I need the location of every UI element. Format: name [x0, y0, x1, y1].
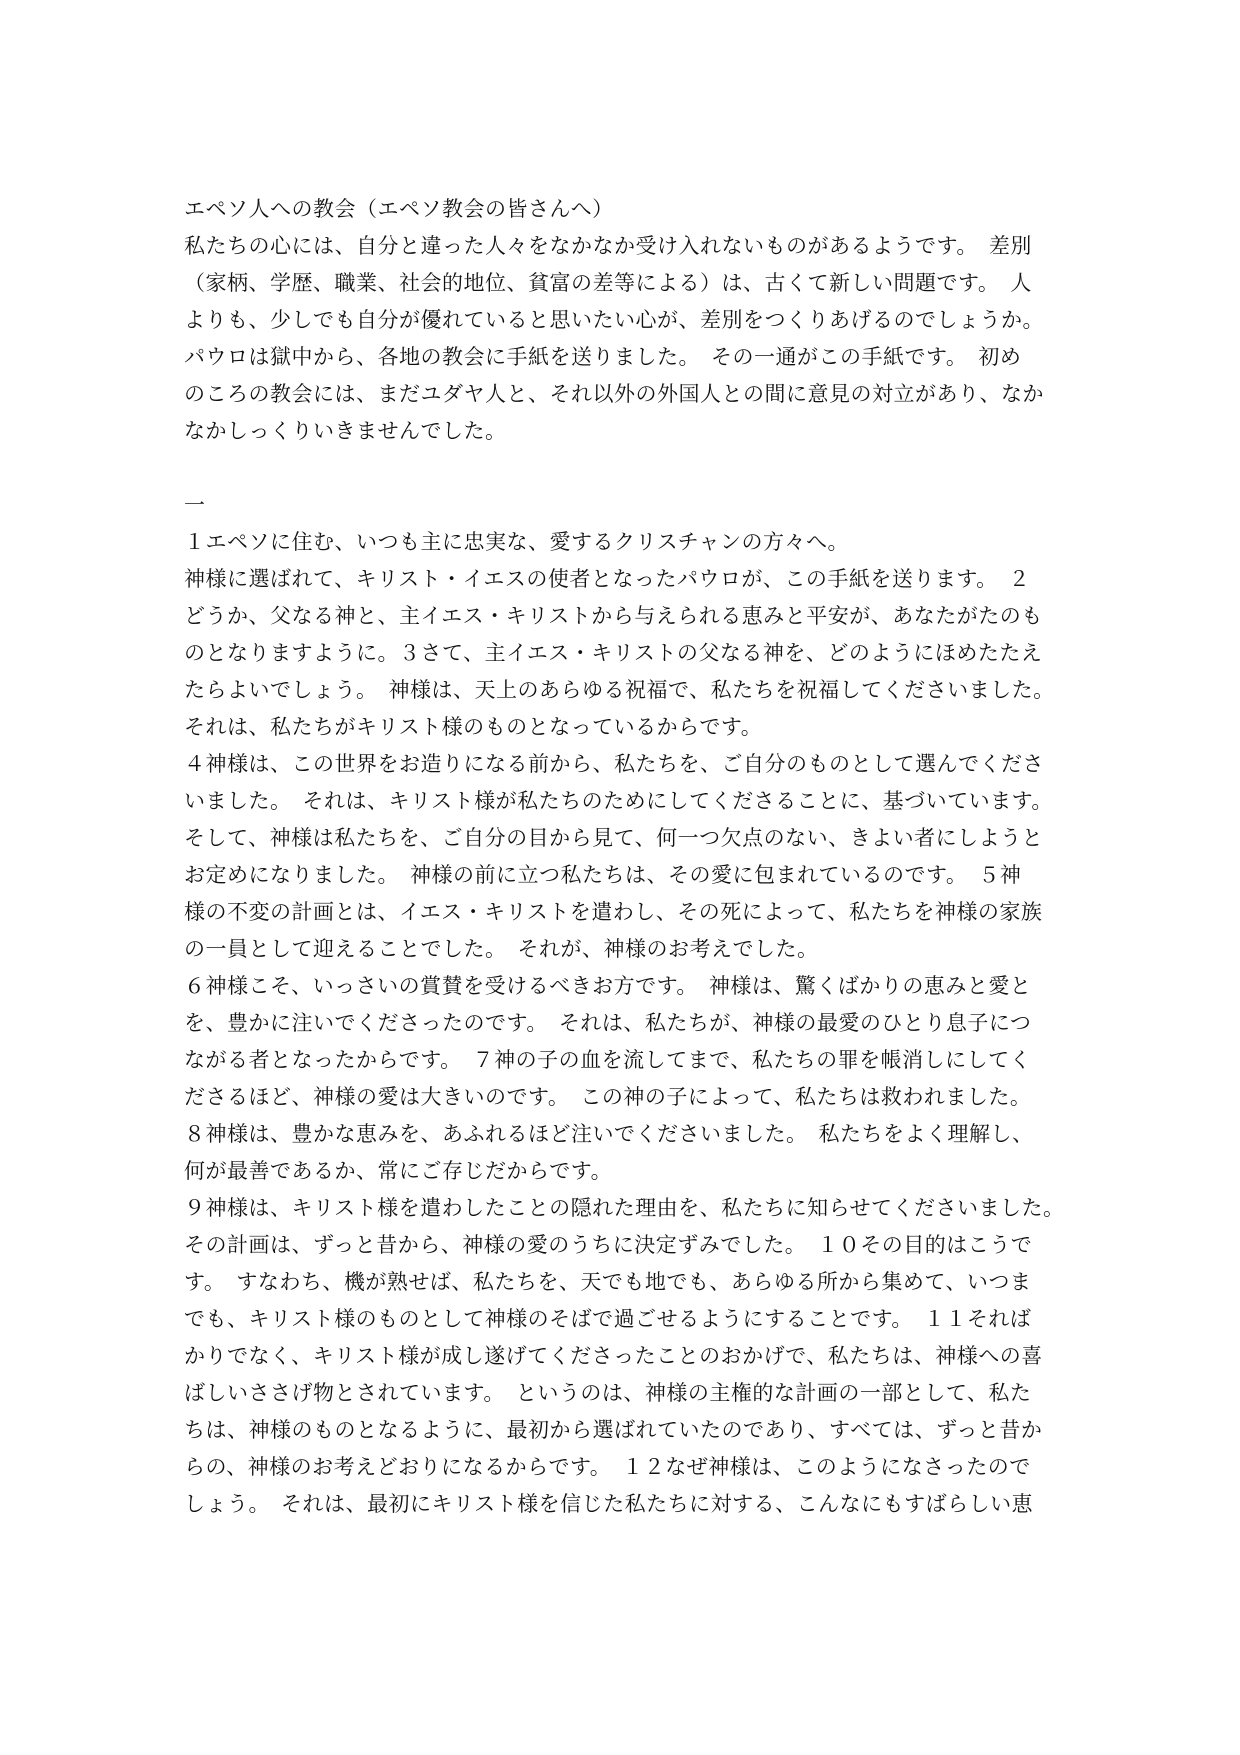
body-line: の一員として迎えることでした。 それが、神様のお考えでした。 — [184, 937, 819, 961]
body-line: ９神様は、キリスト様を遣わしたことの隠れた理由を、私たちに知らせてくださいました。 — [184, 1196, 1064, 1220]
body-line: かりでなく、キリスト様が成し遂げてくださったことのおかげで、私たちは、神様への喜 — [184, 1344, 1043, 1368]
body-text — [184, 524, 1064, 1523]
body-line: 様の不変の計画とは、イエス・キリストを遣わし、その死によって、私たちを神様の家族 — [184, 900, 1043, 924]
body-line: ４神様は、この世界をお造りになる前から、私たちを、ご自分のものとして選んでくださ — [184, 752, 1044, 776]
intro-line: パウロは獄中から、各地の教会に手紙を送りました。 その一通がこの手紙です。 初め — [184, 345, 1022, 369]
body-line: いました。 それは、キリスト様が私たちのためにしてくださることに、基づいています。 — [184, 789, 1053, 813]
body-line: す。 すなわち、機が熟せば、私たちを、天でも地でも、あらゆる所から集めて、いつま — [184, 1270, 1032, 1294]
spacer — [184, 450, 1064, 487]
body-line: どうか、父なる神と、主イエス・キリストから与えられる恵みと平安が、あなたがたのも — [184, 604, 1043, 628]
body-line: らの、神様のお考えどおりになるからです。 １２なぜ神様は、このようになさったので — [184, 1455, 1031, 1479]
body-line: 何が最善であるか、常にご存じだからです。 — [184, 1159, 613, 1183]
body-line: その計画は、ずっと昔から、神様の愛のうちに決定ずみでした。 １０その目的はこうで — [184, 1233, 1033, 1257]
body-line: １エペソに住む、いつも主に忠実な、愛するクリスチャンの方々へ。 — [184, 530, 850, 554]
body-line: 神様に選ばれて、キリスト・イエスの使者となったパウロが、この手紙を送ります。 ２ — [184, 567, 1031, 591]
intro-paragraph — [184, 228, 1064, 450]
intro-line: のころの教会には、まだユダヤ人と、それ以外の外国人との間に意見の対立があり、なか — [184, 382, 1044, 406]
intro-line: なかしっくりいきませんでした。 — [184, 419, 507, 443]
intro-line: よりも、少しでも自分が優れていると思いたい心が、差別をつくりあげるのでしょうか。 — [184, 308, 1044, 332]
document-content — [184, 191, 1064, 1523]
intro-line: （家柄、学歴、職業、社会的地位、貧富の差等による）は、古くて新しい問題です。 人 — [184, 271, 1032, 295]
body-line: それは、私たちがキリスト様のものとなっているからです。 — [184, 715, 763, 739]
body-line: たらよいでしょう。 神様は、天上のあらゆる祝福で、私たちを祝福してくださいました。 — [184, 678, 1055, 702]
body-line: ながる者となったからです。 ７神の子の血を流してまで、私たちの罪を帳消しにしてく — [184, 1048, 1032, 1072]
body-line: のとなりますように。３さて、主イエス・キリストの父なる神を、どのようにほめたたえ — [184, 641, 1043, 665]
body-line: しょう。 それは、最初にキリスト様を信じた私たちに対する、こんなにもすばらしい恵 — [184, 1492, 1034, 1516]
chapter-marker: 一 — [184, 493, 206, 517]
body-line: ちは、神様のものとなるように、最初から選ばれていたのであり、すべては、ずっと昔か — [184, 1418, 1043, 1442]
body-line: ６神様こそ、いっさいの賞賛を受けるべきお方です。 神様は、驚くばかりの恵みと愛と — [184, 974, 1032, 998]
document-title: エペソ人への教会（エペソ教会の皆さんへ） — [184, 197, 614, 221]
intro-line: 私たちの心には、自分と違った人々をなかなか受け入れないものがあるようです。 差別 — [184, 234, 1032, 258]
body-line: ださるほど、神様の愛は大きいのです。 この神の子によって、私たちは救われました。 — [184, 1085, 1032, 1109]
body-line: ばしいささげ物とされています。 というのは、神様の主権的な計画の一部として、私た — [184, 1381, 1032, 1405]
body-line: ８神様は、豊かな恵みを、あふれるほど注いでくださいました。 私たちをよく理解し、 — [184, 1122, 1034, 1146]
body-line: を、豊かに注いでくださったのです。 それは、私たちが、神様の最愛のひとり息子につ — [184, 1011, 1032, 1035]
body-line: でも、キリスト様のものとして神様のそばで過ごせるようにすることです。 １１それば — [184, 1307, 1032, 1331]
body-line: お定めになりました。 神様の前に立つ私たちは、その愛に包まれているのです。 ５神 — [184, 863, 1022, 887]
body-line: そして、神様は私たちを、ご自分の目から見て、何一つ欠点のない、きよい者にしようと — [184, 826, 1044, 850]
